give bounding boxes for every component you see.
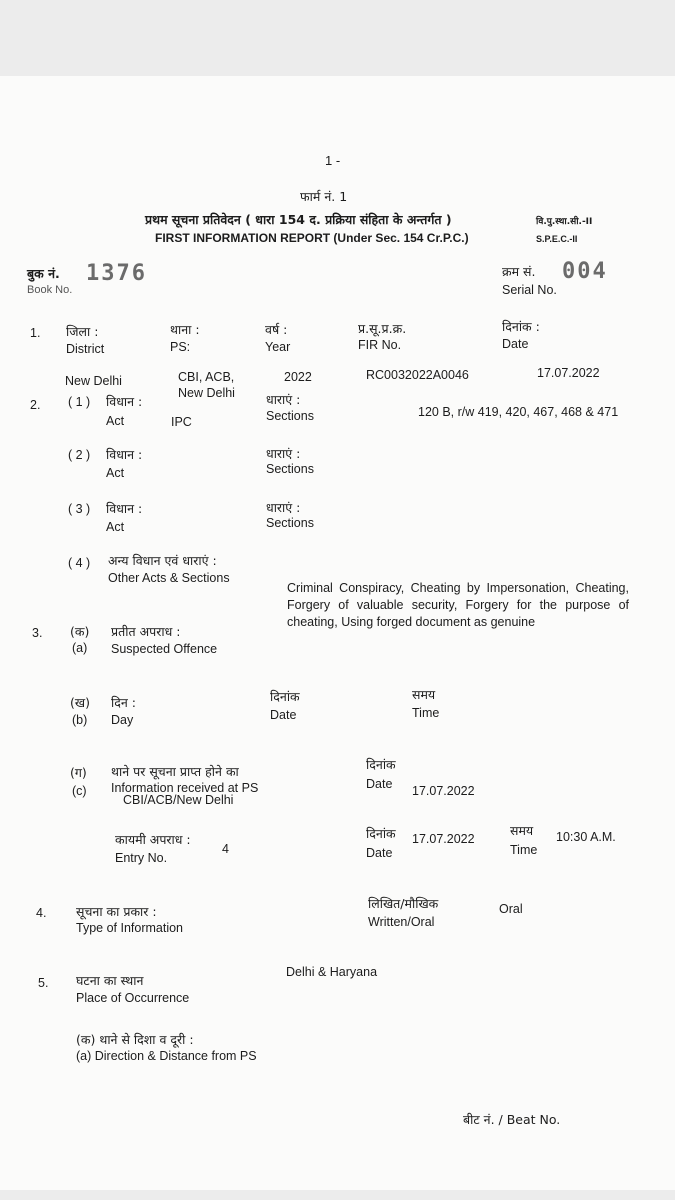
info-type-value: Oral — [499, 902, 523, 916]
fir-label-hindi: प्र.सू.प्र.क्र. — [358, 321, 407, 336]
act-2-label-hindi: विधान : — [106, 447, 143, 462]
place-label-english: Place of Occurrence — [76, 991, 190, 1005]
act-1-value: IPC — [171, 415, 192, 429]
info-index-hindi: (ग) — [70, 765, 87, 780]
place-label-hindi: घटना का स्थान — [76, 973, 144, 988]
book-number: 1376 — [86, 261, 147, 286]
day-index-hindi: (ख) — [70, 695, 90, 710]
ps-label-english: PS: — [170, 340, 191, 354]
entry-time-value: 10:30 A.M. — [556, 830, 616, 844]
fir-number-value: RC0032022A0046 — [366, 368, 469, 382]
fir-label-english: FIR No. — [358, 338, 402, 352]
page-number: 1 - — [325, 153, 341, 168]
section-4-number: 4. — [36, 906, 47, 920]
title-english: FIRST INFORMATION REPORT (Under Sec. 154 Cr.P.C.) — [155, 231, 469, 245]
info-received-ps-value: CBI/ACB/New Delhi — [123, 793, 234, 807]
direction-label-english: (a) Direction & Distance from PS — [76, 1049, 257, 1063]
form-number: फार्म नं. 1 — [300, 189, 348, 204]
ps-value-line1: CBI, ACB, — [178, 370, 235, 384]
info-index-english: (c) — [72, 784, 87, 798]
act-3-label-english: Act — [106, 520, 125, 534]
act-1-label-english: Act — [106, 414, 125, 428]
entry-label-english: Entry No. — [115, 851, 168, 865]
info-type-label-english: Type of Information — [76, 921, 184, 935]
book-label-english: Book No. — [27, 284, 73, 296]
day-time-label-english: Time — [412, 706, 440, 720]
info-date-value: 17.07.2022 — [412, 784, 475, 798]
section-1-number: 1. — [30, 326, 41, 340]
district-value: New Delhi — [65, 374, 122, 388]
info-date-label-english: Date — [366, 777, 393, 791]
other-acts-label-hindi: अन्य विधान एवं धाराएं : — [108, 553, 217, 568]
top-bar — [0, 0, 675, 76]
act-row-3-index: ( 3 ) — [68, 502, 91, 516]
sections-2-label-english: Sections — [266, 462, 314, 476]
sections-3-label-english: Sections — [266, 516, 314, 530]
date-label-hindi: दिनांक : — [502, 319, 540, 334]
serial-number: 004 — [562, 259, 608, 284]
entry-time-label-hindi: समय — [510, 823, 534, 838]
sections-1-label-hindi: धाराएं : — [266, 392, 301, 407]
place-value: Delhi & Haryana — [286, 965, 378, 979]
other-acts-label-english: Other Acts & Sections — [108, 571, 230, 585]
entry-date-label-english: Date — [366, 846, 393, 860]
sections-3-label-hindi: धाराएं : — [266, 500, 301, 515]
sections-1-value: 120 B, r/w 419, 420, 467, 468 & 471 — [418, 405, 619, 419]
day-label-hindi: दिन : — [111, 695, 136, 710]
form-code-hindi: वि.पु.स्था.सी.-II — [536, 217, 593, 227]
date-label-english: Date — [502, 337, 529, 351]
ps-label-hindi: थाना : — [170, 322, 200, 337]
direction-label-hindi: (क) थाने से दिशा व दूरी : — [76, 1032, 194, 1047]
date-value: 17.07.2022 — [537, 366, 600, 380]
act-row-1-index: ( 1 ) — [68, 395, 91, 409]
offence-label-english: Suspected Offence — [111, 642, 218, 656]
act-3-label-hindi: विधान : — [106, 501, 143, 516]
offence-label-hindi: प्रतीत अपराध : — [111, 624, 181, 639]
day-label-english: Day — [111, 713, 134, 727]
day-date-label-english: Date — [270, 708, 297, 722]
ps-value-line2: New Delhi — [178, 386, 235, 400]
year-value: 2022 — [284, 370, 312, 384]
info-type-label-hindi: सूचना का प्रकार : — [76, 904, 157, 919]
form-code-english: S.P.E.C.-II — [536, 234, 578, 244]
beat-number-label: बीट नं. / Beat No. — [463, 1112, 561, 1127]
year-label-english: Year — [265, 340, 291, 354]
info-received-label-english: Information received at PS — [111, 781, 259, 795]
act-row-2-index: ( 2 ) — [68, 448, 91, 462]
section-3-number: 3. — [32, 626, 43, 640]
info-date-label-hindi: दिनांक — [366, 757, 396, 772]
written-oral-label-english: Written/Oral — [368, 915, 435, 929]
sections-2-label-hindi: धाराएं : — [266, 446, 301, 461]
entry-date-label-hindi: दिनांक — [366, 826, 396, 841]
book-label-hindi: बुक नं. — [27, 266, 60, 281]
district-label-hindi: जिला : — [66, 324, 99, 339]
entry-label-hindi: कायमी अपराध : — [115, 832, 191, 847]
title-hindi: प्रथम सूचना प्रतिवेदन ( धारा 154 द. प्रक्रिया संहिता के अन्तर्गत ) — [145, 212, 452, 227]
written-oral-label-hindi: लिखित/मौखिक — [368, 896, 439, 911]
bottom-bar — [0, 1190, 675, 1200]
entry-date-value: 17.07.2022 — [412, 832, 475, 846]
offence-index-english: (a) — [72, 641, 88, 655]
suspected-offence-value: Criminal Conspiracy, Cheating by Impersonation, Cheating, Forgery of valuable security, Forgery for the purpose of cheating, Using forged document as genuine — [287, 581, 629, 629]
section-2-number: 2. — [30, 398, 41, 412]
fir-document-page — [0, 76, 675, 1190]
info-received-label-hindi: थाने पर सूचना प्राप्त होने का — [111, 764, 239, 779]
district-label-english: District — [66, 342, 105, 356]
year-label-hindi: वर्ष : — [265, 322, 288, 337]
serial-label-english: Serial No. — [502, 283, 557, 297]
day-date-label-hindi: दिनांक — [270, 689, 300, 704]
day-time-label-hindi: समय — [412, 687, 436, 702]
act-row-4-index: ( 4 ) — [68, 556, 91, 570]
act-2-label-english: Act — [106, 466, 125, 480]
offence-index-hindi: (क) — [70, 624, 90, 639]
section-5-number: 5. — [38, 976, 49, 990]
sections-1-label-english: Sections — [266, 409, 314, 423]
act-1-label-hindi: विधान : — [106, 394, 143, 409]
entry-time-label-english: Time — [510, 843, 538, 857]
serial-label-hindi: क्रम सं. — [502, 264, 536, 279]
entry-number-value: 4 — [222, 842, 229, 856]
day-index-english: (b) — [72, 713, 88, 727]
